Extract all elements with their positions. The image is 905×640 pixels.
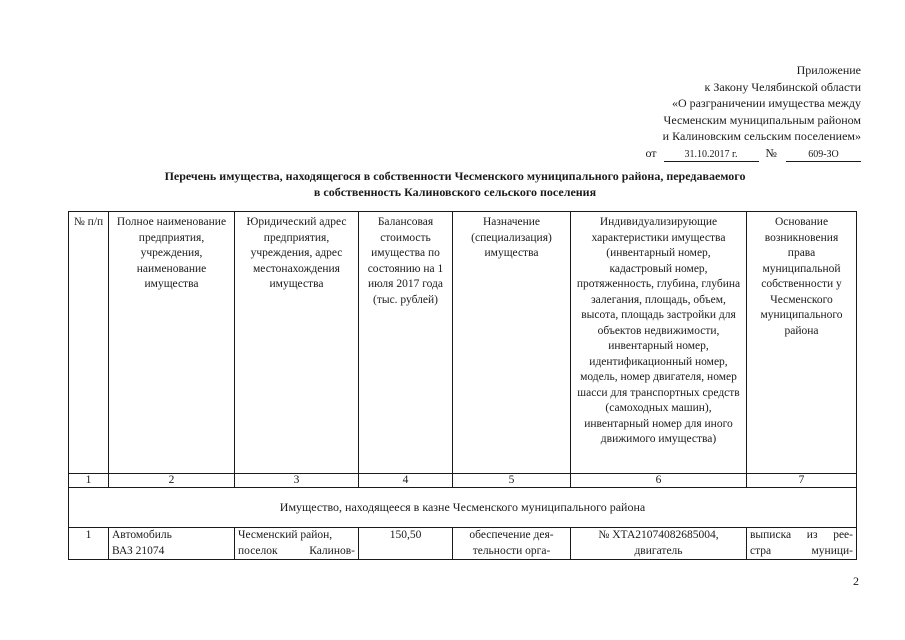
column-number-cell: 1 [69,474,109,488]
row-basis-line: выписка из рее- [750,529,853,541]
column-number-cell: 7 [747,474,857,488]
title-line: в собственность Калиновского сельского поселения [313,184,597,199]
row-basis [747,528,857,560]
column-number-cell: 5 [453,474,571,488]
from-label: от [645,145,657,160]
header-cell-name: Полное наименование предприятия, учреждения, наименование имущества [109,212,235,474]
page-number: 2 [853,574,859,588]
number-label: № [765,145,777,160]
section-row [69,488,857,528]
law-date: 31.10.2017 г. [664,148,759,162]
header-cell-purpose: Назначение (специализация) имущества [453,212,571,474]
row-characteristics-line: № ХТА21074082685004, [598,529,719,541]
row-purpose-line: обеспечение дея- [469,529,554,541]
column-number-cell: 4 [359,474,453,488]
row-number: 1 [69,528,109,560]
appendix-block [645,62,861,162]
column-number-cell: 6 [571,474,747,488]
row-name-line: ВАЗ 21074 [112,544,165,557]
section-title: Имущество, находящееся в казне Чесменского муниципального района [69,488,857,528]
property-table [68,211,857,560]
row-name-line: Автомобиль [112,529,172,541]
appendix-line: Чесменским муниципальным районом [663,112,861,127]
row-basis-line: стра муници- [750,544,853,557]
table-header-row [69,212,857,474]
appendix-line: к Закону Челябинской области [704,79,861,94]
appendix-date-line [645,145,861,162]
header-cell-address: Юридический адрес предприятия, учреждения, адрес местонахождения имущества [235,212,359,474]
row-address-line: поселок Калинов- [238,544,355,557]
header-cell-basis: Основание возникновения права муниципальной собственности у Чесменского муниципального района [747,212,857,474]
document-title [60,169,850,200]
row-name [109,528,235,560]
column-number-row [69,474,857,488]
column-number-cell: 2 [109,474,235,488]
row-characteristics [571,528,747,560]
header-cell-number: № п/п [69,212,109,474]
row-characteristics-line: двигатель [634,544,683,557]
appendix-line: «О разграничении имущества между [671,96,861,110]
table-row [69,528,857,560]
row-value: 150,50 [359,528,453,560]
row-address-line: Чесменский район, [238,529,333,541]
header-cell-value: Балансовая стоимость имущества по состоянию на 1 июля 2017 года (тыс. рублей) [359,212,453,474]
law-number: 609-ЗО [786,148,861,162]
row-purpose [453,528,571,560]
appendix-line: и Калиновским сельским поселением» [662,129,861,143]
row-purpose-line: тельности орга- [472,544,551,557]
appendix-line: Приложение [796,63,861,77]
row-address [235,528,359,560]
column-number-cell: 3 [235,474,359,488]
title-line: Перечень имущества, находящегося в собственности Чесменского муниципального района, передаваемого [164,169,746,183]
header-cell-characteristics: Индивидуализирующие характеристики имущества (инвентарный номер, кадастровый номер, протяженность, глубина, глубина залегания, площадь, объем, высота, площадь застройки для объектов недвижимости, инвентарный номер, идентификационный номер, модель, номер двигателя, номер шасси для транспортных средств (самоходных машин), инвентарный номер для иного движимого имущества) [571,212,747,474]
